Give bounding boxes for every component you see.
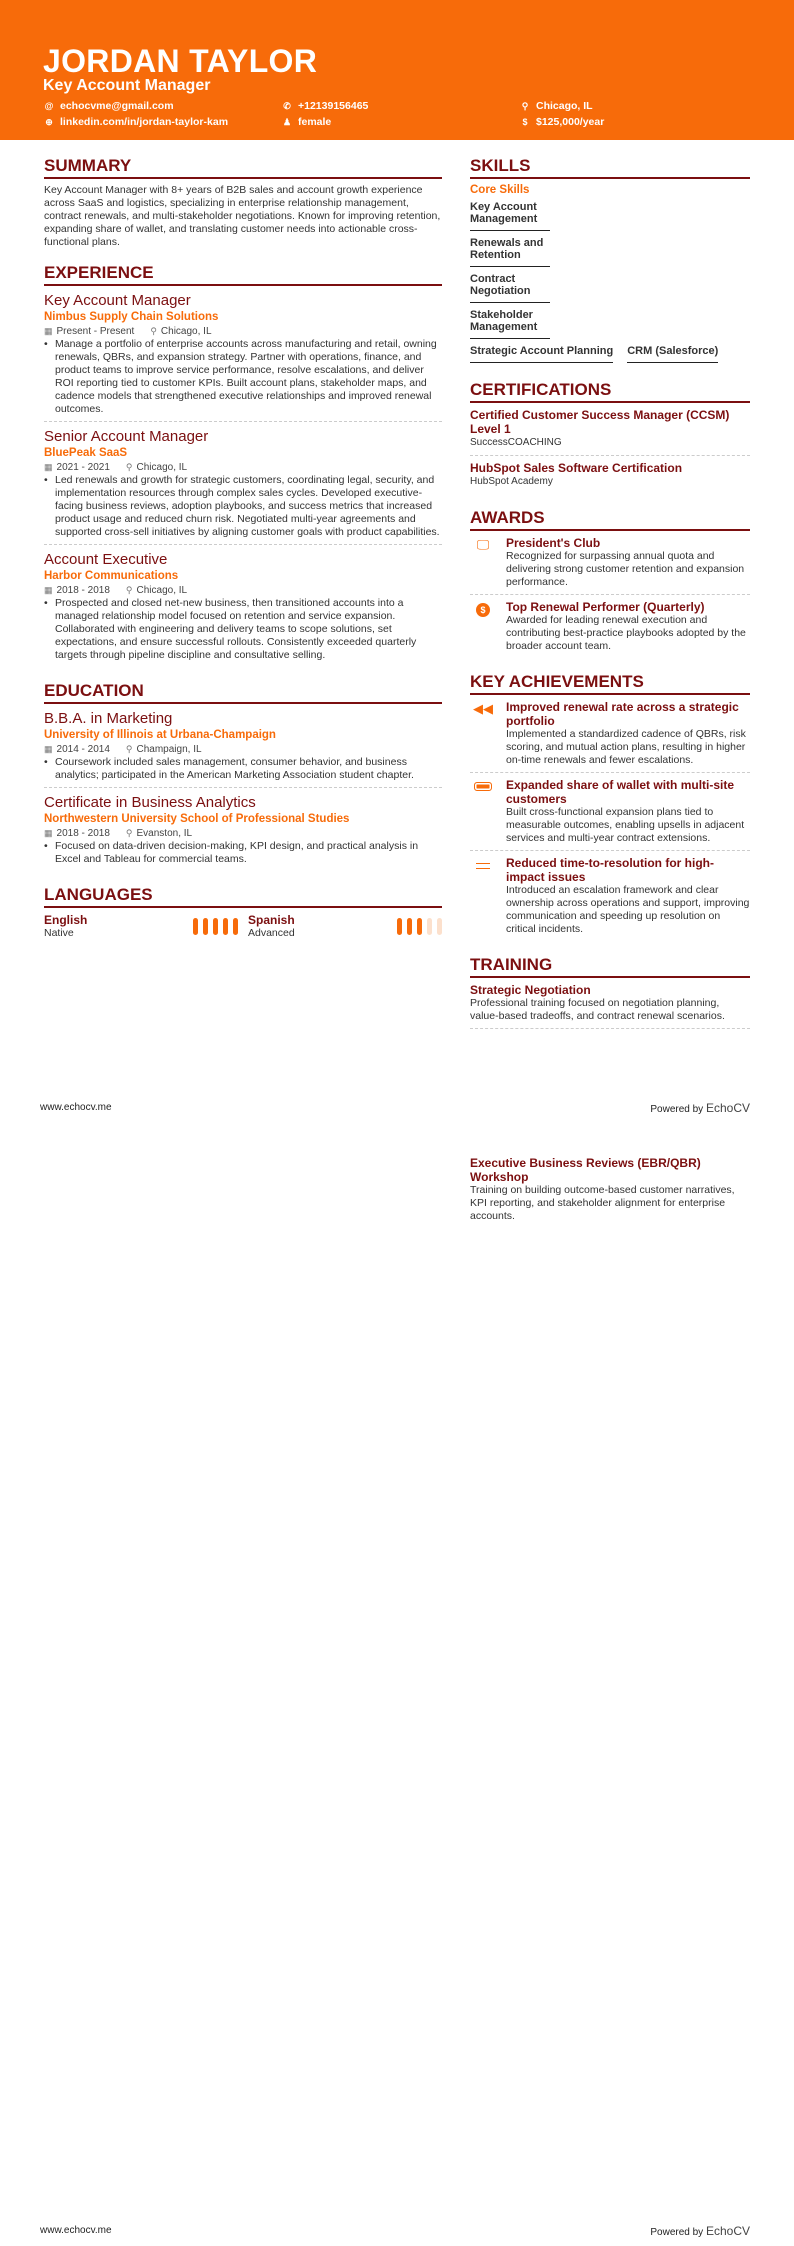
- resume-header: [0, 0, 794, 140]
- entry-organization: BluePeak SaaS: [44, 447, 128, 459]
- globe-icon: ⊕: [45, 116, 53, 127]
- entry-title: Senior Account Manager: [44, 428, 209, 445]
- awards-title: Top Renewal Performer (Quarterly): [506, 600, 705, 614]
- footer-site-link[interactable]: www.echocv.me: [40, 1102, 112, 1113]
- training-title: Strategic Negotiation: [470, 983, 591, 997]
- skills-heading: SKILLS: [470, 156, 750, 179]
- skill-item: Stakeholder Management: [470, 306, 550, 339]
- entry-title: B.B.A. in Marketing: [44, 710, 173, 727]
- lines-icon: [470, 856, 496, 936]
- location-icon: ⚲: [521, 100, 529, 111]
- level-bar: [223, 918, 228, 935]
- entry-dates: 2018 - 2018: [56, 828, 110, 839]
- skill-category: Core Skills: [470, 184, 530, 196]
- entry-location: Chicago, IL: [160, 326, 212, 337]
- achievements-item: [470, 700, 750, 773]
- entry-bullet: Coursework included sales management, consumer behavior, and business analytics; participated in the American Marketing Association student chapter.: [55, 756, 414, 781]
- calendar-icon: ▦: [44, 828, 53, 838]
- rewind-icon: ◀◀: [473, 701, 493, 716]
- footer-site-link[interactable]: www.echocv.me: [40, 2225, 112, 2236]
- dollar-circle-icon: $: [470, 600, 496, 653]
- monitor-icon: 🖵: [476, 537, 490, 552]
- contact-location: ⚲ Chicago, IL: [521, 100, 593, 112]
- certification-item: [470, 408, 750, 456]
- bullet-icon: •: [44, 474, 48, 486]
- language-level-bars: [193, 918, 238, 935]
- achievements-text: Implemented a standardized cadence of QBRs, risk scoring, and mutual action plans, resulting in higher on-time renewals and fewer escalations.: [506, 728, 746, 766]
- candidate-title: Key Account Manager: [43, 77, 211, 94]
- calendar-icon: ▦: [44, 326, 53, 336]
- skill-item: Contract Negotiation: [470, 270, 550, 303]
- education-entry: [44, 793, 442, 871]
- battery-icon: [470, 778, 496, 845]
- summary-heading: SUMMARY: [44, 156, 442, 179]
- entry-bullet: Focused on data-driven decision-making, KPI design, and practical analysis in Excel and Tableau for commercial teams.: [55, 840, 419, 865]
- certification-title: Certified Customer Success Manager (CCSM) Level 1: [470, 408, 730, 436]
- certifications-heading: CERTIFICATIONS: [470, 380, 750, 403]
- contact-linkedin[interactable]: ⊕ linkedin.com/in/jordan-taylor-kam: [45, 116, 229, 128]
- level-bar: [203, 918, 208, 935]
- phone-icon: ✆: [283, 100, 291, 111]
- bullet-icon: •: [44, 597, 48, 609]
- entry-location: Chicago, IL: [136, 585, 188, 596]
- summary-text: Key Account Manager with 8+ years of B2B sales and account growth experience across SaaS and logistics, specializing in enterprise relationship management, contract renewals, and multi-stakeholder negotiations. Known for improving retention, expanding share of wallet, and translating customer needs into actionable cross-functional plans.: [44, 184, 441, 248]
- experience-entry: [44, 550, 442, 667]
- candidate-name: JORDAN TAYLOR: [43, 43, 318, 79]
- language-name: Spanish: [248, 913, 295, 927]
- entry-location: Champaign, IL: [136, 744, 202, 755]
- certification-issuer: HubSpot Academy: [470, 476, 553, 487]
- entry-title: Key Account Manager: [44, 292, 191, 309]
- entry-bullet: Prospected and closed net-new business, then transitioned accounts into a managed relationship model focused on retention and service expansion. Collaborated with engineering and delivery teams to scope solutions, set expectations, and ensure successful rollouts. Consistently exceeded quarterly targets through pipeline discipline and consultative selling.: [55, 597, 417, 661]
- awards-title: President's Club: [506, 536, 601, 550]
- entry-title: Account Executive: [44, 551, 168, 568]
- training-text: Professional training focused on negotiation planning, value-based tradeoffs, and contract renewal scenarios.: [470, 997, 725, 1022]
- location-icon: ⚲: [125, 585, 133, 595]
- language-item: [248, 913, 442, 939]
- bullet-icon: •: [44, 338, 48, 350]
- achievements-title: Reduced time-to-resolution for high-impact issues: [506, 856, 714, 884]
- right-column: [470, 156, 750, 1034]
- language-level: Advanced: [248, 927, 295, 939]
- bullet-icon: •: [44, 756, 48, 768]
- entry-organization: Northwestern University School of Professional Studies: [44, 813, 350, 825]
- entry-bullet: Manage a portfolio of enterprise accounts across manufacturing and retail, owning renewals, QBRs, and expansion strategy. Partner with operations, finance, and product teams to improve service performance, resolve escalations, and deliver ROI reporting tied to customer KPIs. Built account plans, stakeholder maps, and cadence models that strengthened executive relationships and improved renewal outcomes.: [55, 338, 437, 415]
- dollar-icon: $: [522, 117, 528, 127]
- training-item: [470, 983, 750, 1029]
- level-bar: [193, 918, 198, 935]
- entry-bullet: Led renewals and growth for strategic customers, coordinating legal, security, and implementation resources through complex sales cycles. Developed executive-facing business reviews, adoption playbooks, and success metrics that increased product usage and reduced churn risk. Negotiated multi-year agreements and supported cross-sell initiatives by aligning customer goals with product capabilities.: [55, 474, 440, 538]
- calendar-icon: ▦: [44, 744, 53, 754]
- location-icon: ⚲: [125, 828, 133, 838]
- level-bar: [233, 918, 238, 935]
- language-level: Native: [44, 927, 74, 939]
- location-icon: ⚲: [150, 326, 157, 336]
- echocv-brand: EchoCV: [705, 2224, 750, 2238]
- achievements-item: [470, 856, 750, 941]
- at-icon: @: [44, 101, 54, 111]
- skill-item: Strategic Account Planning: [470, 342, 613, 363]
- awards-item: [470, 536, 750, 595]
- awards-text: Awarded for leading renewal execution and contributing best-practice playbooks adopted by the broader account team.: [506, 614, 746, 652]
- level-bar: [213, 918, 218, 935]
- experience-heading: EXPERIENCE: [44, 263, 442, 286]
- entry-organization: University of Illinois at Urbana-Champaign: [44, 729, 276, 741]
- level-bar: [397, 918, 402, 935]
- level-bar: [407, 918, 412, 935]
- certification-title: HubSpot Sales Software Certification: [470, 461, 683, 475]
- achievements-text: Built cross-functional expansion plans tied to measurable outcomes, enabling upsells in adjacent services and multi-year contract extensions.: [506, 806, 745, 844]
- contact-salary: $ $125,000/year: [520, 116, 604, 128]
- achievements-text: Introduced an escalation framework and clear ownership across operations and support, improving communication and speeding up resolution on critical incidents.: [506, 884, 750, 935]
- training-text: Training on building outcome-based customer narratives, KPI reporting, and stakeholder alignment for enterprise accounts.: [470, 1184, 735, 1222]
- entry-dates: 2014 - 2014: [56, 744, 110, 755]
- language-level-bars: [397, 918, 442, 935]
- footer-powered[interactable]: Powered by EchoCV: [650, 1101, 750, 1115]
- entry-location: Evanston, IL: [136, 828, 193, 839]
- entry-organization: Harbor Communications: [44, 570, 179, 582]
- training-heading: TRAINING: [470, 955, 750, 978]
- level-bar: [427, 918, 432, 935]
- skill-item: Key Account Management: [470, 198, 550, 231]
- languages-heading: LANGUAGES: [44, 885, 442, 908]
- certification-issuer: SuccessCOACHING: [470, 437, 562, 448]
- calendar-icon: ▦: [44, 462, 53, 472]
- location-icon: ⚲: [125, 462, 133, 472]
- entry-location: Chicago, IL: [136, 462, 188, 473]
- skill-item: CRM (Salesforce): [627, 342, 718, 363]
- location-icon: ⚲: [125, 744, 133, 754]
- experience-entry: [44, 427, 442, 545]
- contact-email[interactable]: @ echocvme@gmail.com: [44, 100, 174, 112]
- education-entry: [44, 709, 442, 788]
- contact-gender: ♟ female: [282, 116, 332, 128]
- entry-dates: Present - Present: [56, 326, 135, 337]
- skill-item: Renewals and Retention: [470, 234, 550, 267]
- education-heading: EDUCATION: [44, 681, 442, 704]
- training-item: [470, 1156, 750, 1223]
- bullet-icon: •: [44, 840, 48, 852]
- left-column: [44, 156, 442, 939]
- achievements-heading: KEY ACHIEVEMENTS: [470, 672, 750, 695]
- awards-item: [470, 600, 750, 658]
- footer-powered[interactable]: Powered by EchoCV: [650, 2224, 750, 2238]
- contact-phone[interactable]: ✆ +12139156465: [283, 100, 369, 112]
- achievements-item: [470, 778, 750, 851]
- entry-dates: 2018 - 2018: [56, 585, 110, 596]
- person-icon: ♟: [282, 116, 292, 127]
- calendar-icon: ▦: [44, 585, 53, 595]
- level-bar: [417, 918, 422, 935]
- training-title: Executive Business Reviews (EBR/QBR) Workshop: [470, 1156, 701, 1184]
- achievements-title: Expanded share of wallet with multi-site customers: [506, 778, 735, 806]
- level-bar: [437, 918, 442, 935]
- language-name: English: [44, 913, 88, 927]
- awards-heading: AWARDS: [470, 508, 750, 531]
- experience-entry: [44, 291, 442, 422]
- certification-item: [470, 461, 750, 494]
- achievements-title: Improved renewal rate across a strategic portfolio: [506, 700, 739, 728]
- entry-title: Certificate in Business Analytics: [44, 794, 256, 811]
- entry-dates: 2021 - 2021: [56, 462, 110, 473]
- language-item: [44, 913, 238, 939]
- echocv-brand: EchoCV: [705, 1101, 750, 1115]
- entry-organization: Nimbus Supply Chain Solutions: [44, 311, 219, 323]
- awards-text: Recognized for surpassing annual quota and delivering strong customer retention and expansion performance.: [506, 550, 745, 588]
